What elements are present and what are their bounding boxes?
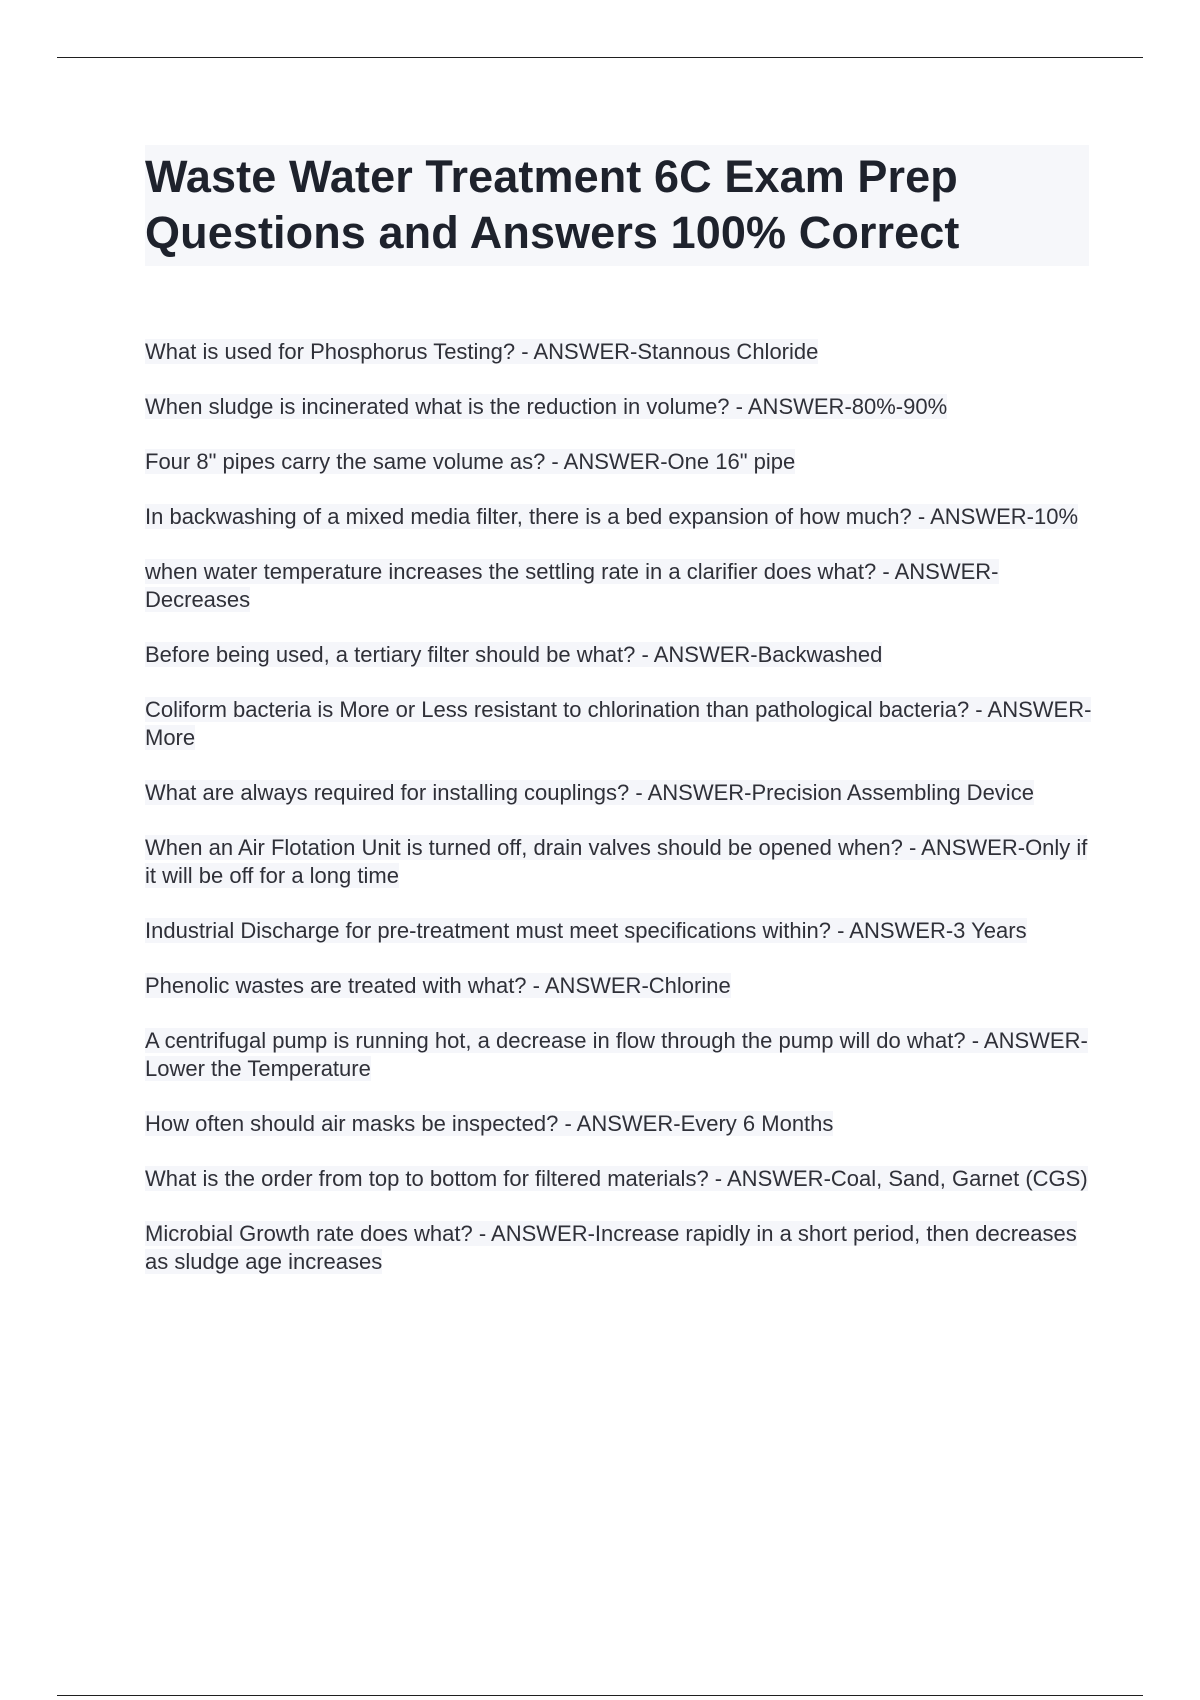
title-block bbox=[145, 145, 1089, 266]
qa-text: Industrial Discharge for pre-treatment must meet specifications within? - ANSWER-3 Years bbox=[145, 918, 1027, 943]
qa-item bbox=[145, 558, 1095, 614]
qa-item bbox=[145, 834, 1095, 890]
qa-item bbox=[145, 779, 1095, 807]
qa-text: When an Air Flotation Unit is turned off, drain valves should be opened when? - ANSWER-Only if it will be off for a long time bbox=[145, 835, 1088, 888]
qa-item bbox=[145, 1165, 1095, 1193]
qa-item bbox=[145, 503, 1095, 531]
bottom-divider bbox=[57, 1695, 1143, 1696]
qa-item bbox=[145, 696, 1095, 752]
qa-text: Four 8" pipes carry the same volume as? - ANSWER-One 16" pipe bbox=[145, 449, 796, 474]
qa-text: When sludge is incinerated what is the reduction in volume? - ANSWER-80%-90% bbox=[145, 394, 948, 419]
qa-text: Coliform bacteria is More or Less resistant to chlorination than pathological bacteria? - ANSWER-More bbox=[145, 697, 1092, 750]
qa-text: What is used for Phosphorus Testing? - ANSWER-Stannous Chloride bbox=[145, 339, 819, 364]
qa-item bbox=[145, 448, 1095, 476]
qa-text: Microbial Growth rate does what? - ANSWER-Increase rapidly in a short period, then decreases as sludge age increases bbox=[145, 1221, 1077, 1274]
page-title: Waste Water Treatment 6C Exam Prep Questions and Answers 100% Correct bbox=[145, 151, 960, 258]
qa-item bbox=[145, 338, 1095, 366]
qa-item bbox=[145, 972, 1095, 1000]
qa-text: In backwashing of a mixed media filter, there is a bed expansion of how much? - ANSWER-10% bbox=[145, 504, 1079, 529]
qa-text: Phenolic wastes are treated with what? - ANSWER-Chlorine bbox=[145, 973, 731, 998]
qa-item bbox=[145, 1027, 1095, 1083]
qa-item bbox=[145, 917, 1095, 945]
qa-text: Before being used, a tertiary filter should be what? - ANSWER-Backwashed bbox=[145, 642, 883, 667]
top-divider bbox=[57, 57, 1143, 58]
qa-text: A centrifugal pump is running hot, a decrease in flow through the pump will do what? - ANSWER-Lower the Temperature bbox=[145, 1028, 1088, 1081]
qa-text: What are always required for installing couplings? - ANSWER-Precision Assembling Device bbox=[145, 780, 1034, 805]
qa-list bbox=[145, 338, 1095, 1303]
qa-text: How often should air masks be inspected? - ANSWER-Every 6 Months bbox=[145, 1111, 834, 1136]
qa-text: What is the order from top to bottom for filtered materials? - ANSWER-Coal, Sand, Garnet (CGS) bbox=[145, 1166, 1088, 1191]
qa-text: when water temperature increases the settling rate in a clarifier does what? - ANSWER-Decreases bbox=[145, 559, 999, 612]
qa-item bbox=[145, 1110, 1095, 1138]
qa-item bbox=[145, 641, 1095, 669]
qa-item bbox=[145, 393, 1095, 421]
qa-item bbox=[145, 1220, 1095, 1276]
